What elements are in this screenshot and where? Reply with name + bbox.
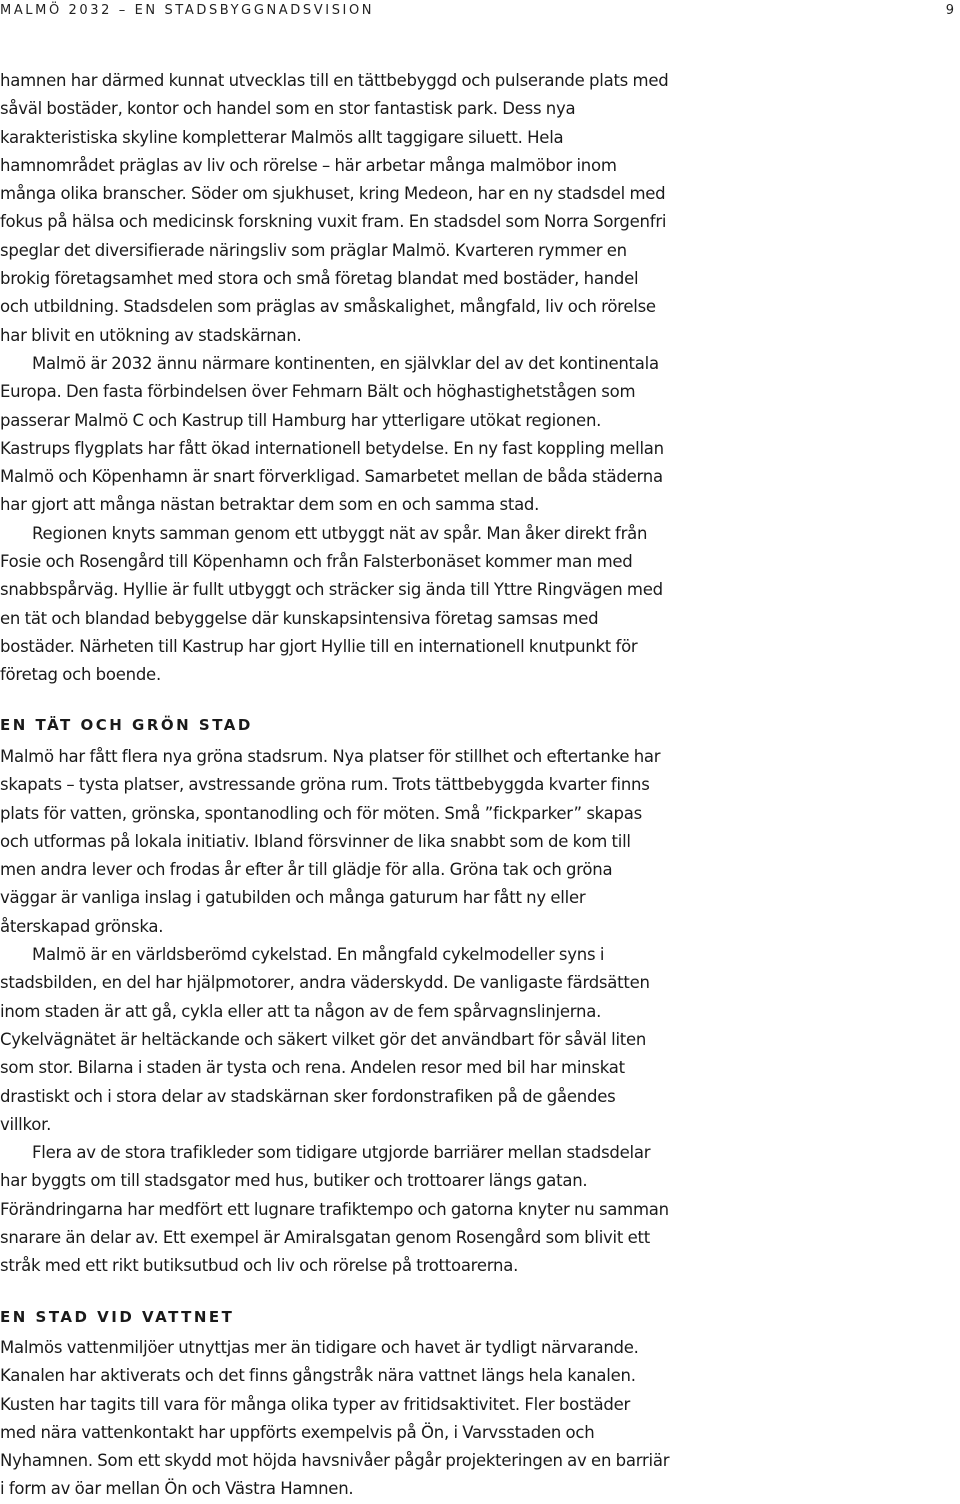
running-header [0, 0, 960, 22]
paragraph: Malmös vattenmiljöer utnyttjas mer än tidigare och havet är tydligt närvarande. Kanalen har aktiverats och det finns gångstråk nära vattnet längs hela kanalen. Kusten har tagits till vara för många olika typer av fritidsaktivitet. Fler bostäder med nära vattenkontakt har uppförts exempelvis på Ön, i Varvsstaden och Nyhamnen. Som ett skydd mot höjda havsnivåer pågår projekteringen av en barriär i form av öar mellan Ön och Västra Hamnen. [0, 1338, 670, 1499]
section-heading: EN STAD VID VATTNET [0, 1308, 235, 1326]
paragraph: Malmö är 2032 ännu närmare kontinenten, en självklar del av det kontinentala Europa. Den fasta förbindelsen över Fehmarn Bält och höghastighetstågen som passerar Malmö C och Kastrup till Hamburg har ytterligare utökat regionen. Kastrups flygplats har fått ökad internationell betydelse. En ny fast koppling mellan Malmö och Köpenhamn är snart förverkligad. Samarbetet mellan de båda städerna har gjort att många nästan betraktar dem som en och samma stad. [0, 353, 664, 515]
page-number: 9 [945, 3, 954, 18]
paragraph: Regionen knyts samman genom ett utbyggt nät av spår. Man åker direkt från Fosie och Rosengård till Köpenhamn och från Falsterbonäset kommer man med snabbspårväg. Hyllie är fullt utbyggt och sträcker sig ända till Yttre Ringvägen med en tät och blandad bebyggelse där kunskapsintensiva företag samsas med bostäder. Närheten till Kastrup har gjort Hyllie till en internationell knutpunkt för företag och boende. [0, 523, 663, 685]
section-green-city-body [0, 743, 670, 1281]
paragraph: Malmö är en världsberömd cykelstad. En mångfald cykelmodeller syns i stadsbilden, en del har hjälpmotorer, andra väderskydd. De vanligaste färdsätten inom staden är att gå, cykla eller att ta någon av de fem spårvagnslinjerna. Cykelvägnätet är heltäckande och säkert vilket gör det användbart för såväl liten som stor. Bilarna i staden är tysta och rena. Andelen resor med bil har minskat drastiskt och i stora delar av stadskärnan sker fordonstrafiken på de gåendes villkor. [0, 945, 650, 1134]
section-heading: EN TÄT OCH GRÖN STAD [0, 716, 253, 734]
paragraph: Malmö har fått flera nya gröna stadsrum. Nya platser för stillhet och eftertanke har skapats – tysta platser, avstressande gröna rum. Trots tättbebyggda kvarter finns plats för vatten, grönska, spontanodling och för möten. Små ”fickparker” skapas och utformas på lokala initiativ. Ibland försvinner de lika snabbt som de kom till men andra lever och frodas år efter år till glädje för alla. Gröna tak och gröna väggar är vanliga inslag i gatubilden och många gaturum har fått ny eller återskapad grönska. [0, 747, 661, 936]
section-water-city-body [0, 1334, 670, 1504]
paragraph: hamnen har därmed kunnat utvecklas till en tättbebyggd och pulserande plats med såväl bostäder, kontor och handel som en stor fantastisk park. Dess nya karakteristiska skyline kompletterar Malmös allt taggigare siluett. Hela hamnområdet präglas av liv och rörelse – här arbetar många malmöbor inom många olika branscher. Söder om sjukhuset, kring Medeon, har en ny stadsdel med fokus på hälsa och medicinsk forskning vuxit fram. En stadsdel som Norra Sorgenfri speglar det diversifierade näringsliv som präglar Malmö. Kvarteren rymmer en brokig företagsamhet med stora och små företag blandat med bostäder, handel och utbildning. Stadsdelen som präglas av småskalighet, mångfald, liv och rörelse har blivit en utökning av stadskärnan. [0, 71, 669, 345]
section-intro-body [0, 67, 670, 690]
header-title: MALMÖ 2032 – EN STADSBYGGNADSVISION [0, 3, 375, 18]
paragraph: Flera av de stora trafikleder som tidigare utgjorde barriärer mellan stadsdelar har byggts om till stadsgator med hus, butiker och trottoarer längs gatan. Förändringarna har medfört ett lugnare trafiktempo och gatorna knyter nu samman snarare än delar av. Ett exempel är Amiralsgatan genom Rosengård som blivit ett stråk med ett rikt butiksutbud och liv och rörelse på trottoarerna. [0, 1143, 669, 1276]
